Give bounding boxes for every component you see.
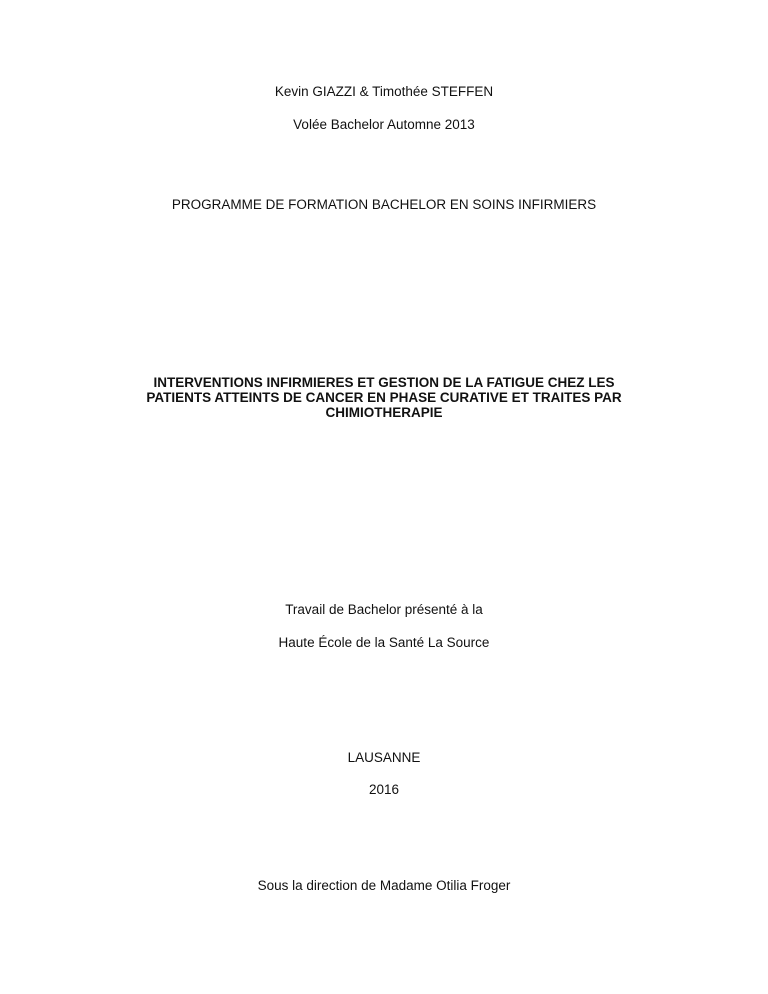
program-line: PROGRAMME DE FORMATION BACHELOR EN SOINS INFIRMIERS xyxy=(171,197,597,212)
cohort-line: Volée Bachelor Automne 2013 xyxy=(293,117,475,132)
thesis-title-line-2: PATIENTS ATTEINTS DE CANCER EN PHASE CURATIVE ET TRAITES PAR xyxy=(146,390,622,405)
thesis-title-line-3: CHIMIOTHERAPIE xyxy=(325,405,443,420)
presentation-line: Travail de Bachelor présenté à la xyxy=(285,602,483,617)
thesis-title-line-1: INTERVENTIONS INFIRMIERES ET GESTION DE LA FATIGUE CHEZ LES xyxy=(153,375,615,390)
city-line: LAUSANNE xyxy=(347,750,421,765)
authors-line: Kevin GIAZZI & Timothée STEFFEN xyxy=(274,84,494,99)
school-line: Haute École de la Santé La Source xyxy=(278,635,490,650)
thesis-title xyxy=(100,375,668,420)
year-line: 2016 xyxy=(368,782,400,797)
supervision-line: Sous la direction de Madame Otilia Froger xyxy=(257,878,511,893)
